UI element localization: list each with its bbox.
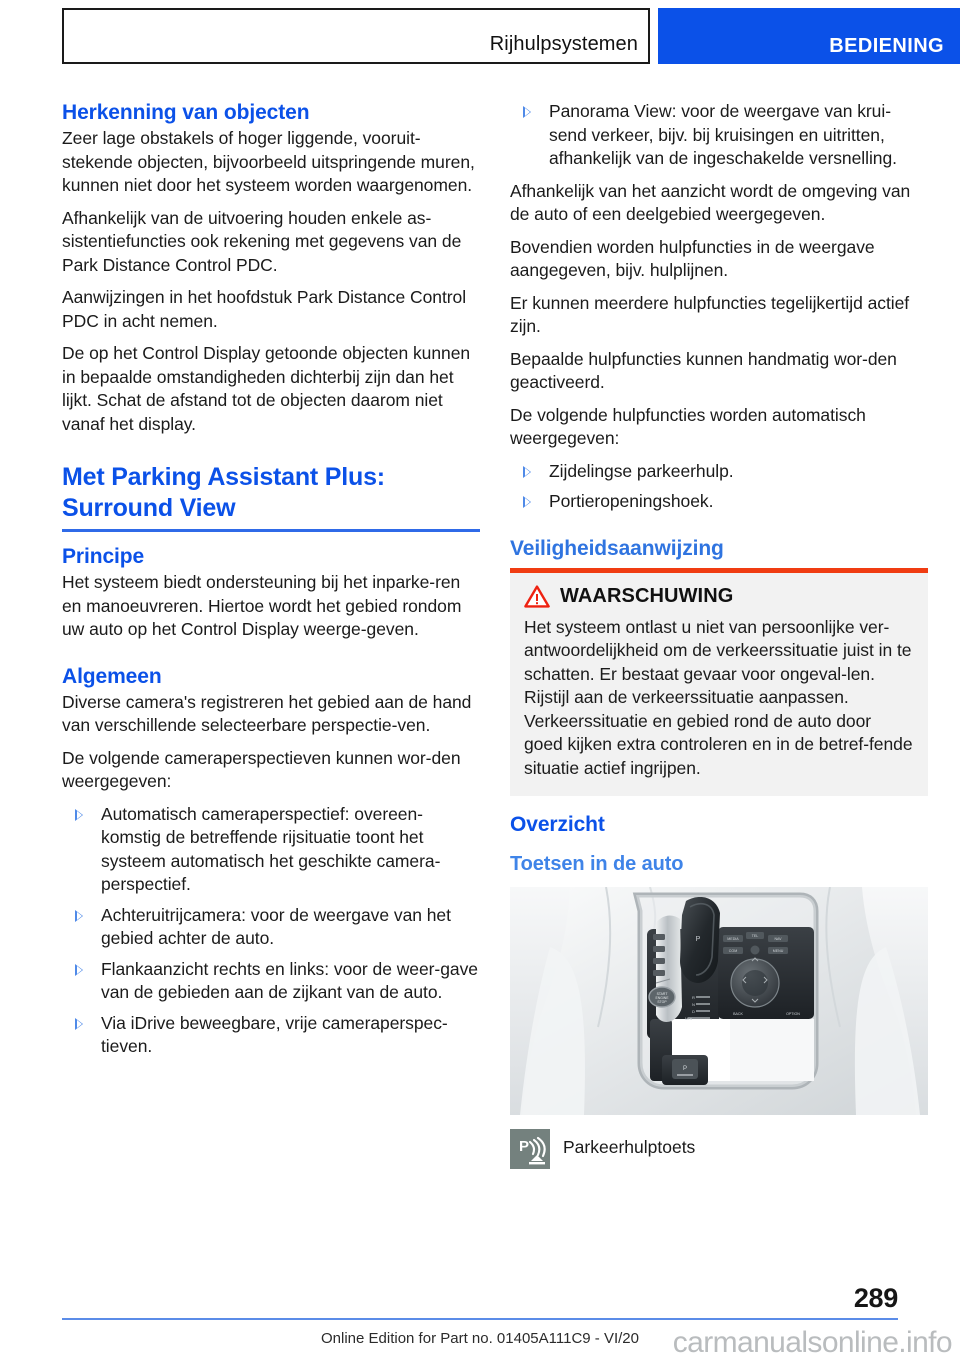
- heading-principe: Principe: [62, 545, 145, 568]
- footer-edition-note: Online Edition for Part no. 01405A111C9 - VI/20: [321, 1330, 639, 1347]
- svg-text:BACK: BACK: [733, 1012, 743, 1016]
- page-number: 289: [853, 1283, 898, 1313]
- paragraph: Aanwijzingen in het hoofdstuk Park Distance Control PDC in acht nemen.: [62, 287, 467, 331]
- triangle-bullet-icon: [75, 809, 83, 821]
- warning-triangle-icon: [524, 585, 550, 608]
- footer-divider: [62, 1318, 898, 1320]
- svg-text:ENGINE: ENGINE: [655, 996, 669, 1000]
- page-title: Met Parking Assistant Plus: Surround View: [62, 462, 480, 532]
- warning-text: Het systeem ontlast u niet van persoonlijke ver-antwoordelijkheid om de verkeerssituatie juist in te schatten. Er bestaat gevaar voor ongeval-len. Rijstijl aan de verkeerssituatie aanpassen. Verkeerssituatie en gebied rond de auto door goed kijken extra controleren en in de betref-fende situatie actief ingrijpen.: [524, 616, 913, 778]
- heading-algemeen: Algemeen: [62, 664, 162, 688]
- paragraph: Bovendien worden hulpfuncties in de weergave aangegeven, bijv. hulplijnen.: [510, 236, 875, 280]
- list-item-label: Achteruitrijcamera: voor de weergave van het gebied achter de auto.: [101, 904, 451, 948]
- svg-text:R: R: [692, 995, 695, 1000]
- watermark: carmanualsonline.info: [672, 1326, 952, 1359]
- svg-text:M/S: M/S: [685, 1016, 693, 1021]
- paragraph: De op het Control Display getoonde objecten kunnen in bepaalde omstandigheden dichterbij zijn dan het lijkt. Schat de afstand tot de objecten daarom niet vanaf het display.: [62, 343, 471, 434]
- svg-text:P: P: [695, 936, 701, 943]
- triangle-bullet-icon: [75, 910, 83, 922]
- list-item-label: Zijdelingse parkeerhulp.: [549, 460, 734, 481]
- list-item: [510, 100, 928, 171]
- triangle-bullet-icon: [523, 466, 531, 478]
- warning-label: WAARSCHUWING: [560, 584, 734, 607]
- svg-text:OPTION: OPTION: [786, 1012, 800, 1016]
- paragraph: Het systeem biedt ondersteuning bij het inparke-ren en manoeuvreren. Hiertoe wordt het gebied rondom uw auto op het Control Display weerge-geven.: [62, 572, 462, 639]
- heading-herkenning-van-objecten: Herkenning van objecten: [62, 101, 310, 124]
- list-item: [62, 803, 480, 897]
- list-item-label: Automatisch cameraperspectief: overeen-komstig de betreffende rijsituatie toont het systeem automatisch het geschikte camera-perspectief.: [101, 803, 441, 894]
- heading-overzicht: Overzicht: [510, 813, 605, 836]
- list-item: [510, 490, 928, 514]
- svg-text:TEL: TEL: [751, 934, 759, 938]
- parking-assist-button-icon: [510, 1129, 550, 1169]
- figure-caption-label: Parkeerhulptoets: [563, 1137, 696, 1157]
- list-item: [62, 904, 480, 951]
- paragraph: Afhankelijk van het aanzicht wordt de omgeving van de auto of een deelgebied weergegeven.: [510, 180, 911, 224]
- left-column: [62, 100, 480, 1068]
- figure-caption-row: [510, 1129, 928, 1169]
- svg-text:NAV: NAV: [774, 937, 782, 941]
- svg-text:COM: COM: [728, 949, 738, 953]
- paragraph: Bepaalde hulpfuncties kunnen handmatig wor-den geactiveerd.: [510, 348, 897, 392]
- svg-text:MEDIA: MEDIA: [727, 937, 739, 941]
- right-column: [510, 100, 928, 1169]
- list-item-label: Portieropeningshoek.: [549, 491, 714, 511]
- svg-text:START: START: [656, 992, 668, 996]
- paragraph: De volgende hulpfuncties worden automatisch weergegeven:: [510, 404, 866, 448]
- list-item: [510, 460, 928, 484]
- svg-text:P: P: [519, 1138, 530, 1155]
- center-console-figure: [510, 887, 928, 1115]
- breadcrumb: [62, 8, 650, 64]
- triangle-bullet-icon: [523, 496, 531, 508]
- paragraph: Zeer lage obstakels of hoger liggende, vooruit-stekende objecten, bijvoorbeeld uitspringende muren, kunnen niet door het systeem worden waargenomen.: [62, 128, 475, 195]
- list-item-label: Via iDrive beweegbare, vrije cameraperspec-tieven.: [101, 1012, 448, 1056]
- paragraph: Diverse camera's registreren het gebied aan de hand van verschillende selecteerbare perspectie-ven.: [62, 691, 472, 735]
- svg-text:P: P: [682, 1066, 688, 1072]
- paragraph: De volgende cameraperspectieven kunnen wor-den weergegeven:: [62, 747, 461, 791]
- list-item-label: Flankaanzicht rechts en links: voor de weer-gave van de gebieden aan de zijkant van de auto.: [101, 958, 478, 1002]
- camera-perspective-list: [62, 803, 480, 1059]
- panorama-list: [510, 100, 928, 171]
- svg-text:MENU: MENU: [772, 949, 784, 953]
- warning-header: [524, 585, 914, 608]
- list-item-label: Panorama View: voor de weergave van krui-send verkeer, bijv. bij kruisingen en uitritten, afhankelijk van de ingeschakelde versnelling.: [549, 101, 897, 168]
- triangle-bullet-icon: [75, 964, 83, 976]
- list-item: [62, 958, 480, 1005]
- page-header: [0, 8, 960, 70]
- svg-text:D: D: [692, 1009, 695, 1014]
- section-tab: [658, 8, 960, 64]
- triangle-bullet-icon: [75, 1018, 83, 1030]
- hulpfuncties-list: [510, 460, 928, 514]
- section-label: BEDIENING: [829, 35, 944, 57]
- svg-text:N: N: [692, 1002, 695, 1007]
- svg-text:STOP: STOP: [657, 1000, 667, 1004]
- list-item: [62, 1012, 480, 1059]
- triangle-bullet-icon: [523, 106, 531, 118]
- heading-veiligheidsaanwijzing: Veiligheidsaanwijzing: [510, 536, 724, 560]
- breadcrumb-label: Rijhulpsystemen: [489, 33, 638, 55]
- warning-callout: [510, 568, 928, 797]
- heading-toetsen-in-de-auto: Toetsen in de auto: [510, 853, 684, 875]
- paragraph: Er kunnen meerdere hulpfuncties tegelijkertijd actief zijn.: [510, 292, 910, 336]
- paragraph: Afhankelijk van de uitvoering houden enkele as-sistentiefuncties ook rekening met gegevens van de Park Distance Control PDC.: [62, 207, 462, 275]
